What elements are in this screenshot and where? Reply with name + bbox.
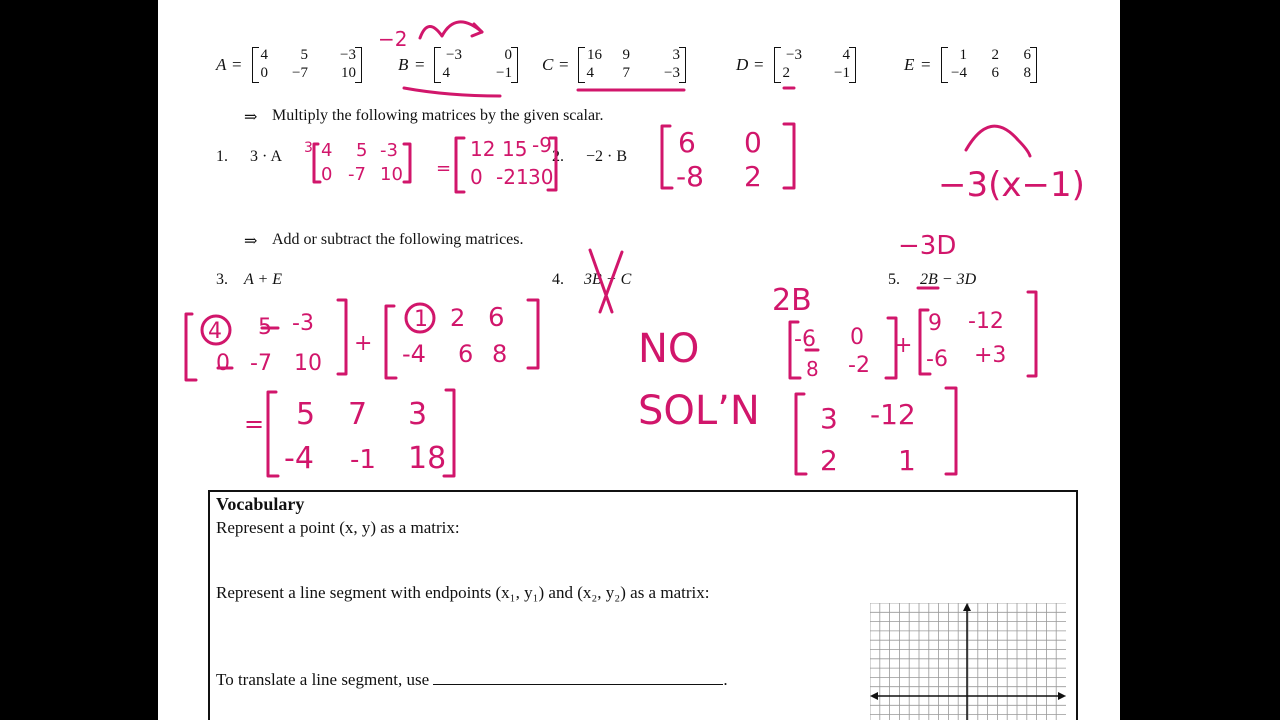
hw-cell: 8: [806, 357, 819, 381]
hw-cell: 1: [414, 307, 428, 332]
matrix-cell: −4: [951, 65, 967, 81]
x-axis-left-arrow-icon: [870, 692, 878, 700]
bracket: [186, 314, 196, 380]
hw-cell: 5: [258, 315, 272, 340]
hw-cell: 2: [744, 160, 762, 193]
matrix-cell: 6: [991, 65, 999, 81]
matrix-B-name: B: [398, 55, 409, 74]
hw-neg3D-label: −3D: [898, 231, 957, 261]
hw-p3-equals: =: [244, 410, 265, 438]
hw-cell: 3: [820, 402, 838, 435]
bracket: [444, 390, 454, 476]
matrix-cell: 16: [587, 47, 602, 63]
hw-p4-answer-line2: SOL’N: [638, 388, 760, 434]
vocabulary-box: [208, 490, 1078, 720]
hw-cell: 0: [470, 165, 483, 189]
hw-cell: -6: [926, 347, 948, 372]
circled-entry: [406, 304, 434, 332]
bracket: [268, 392, 278, 476]
matrix-A: [252, 47, 362, 83]
matrix-E: [941, 47, 1037, 83]
hw-cell: -6: [794, 327, 816, 352]
bracket: [528, 300, 538, 368]
distribute-arrow: [420, 22, 482, 38]
vocabulary-title: Vocabulary: [216, 494, 305, 514]
hw-cell: -2: [848, 353, 870, 378]
matrix-cell: 0: [260, 65, 268, 81]
implies-arrow: ⇒: [244, 109, 258, 126]
hw-cell: 12: [470, 137, 496, 161]
hw-cell: 2: [450, 304, 466, 332]
hw-cell: -7: [250, 351, 272, 376]
vocab-point-prompt: Represent a point (x, y) as a matrix:: [216, 518, 460, 537]
hw-cell: 6: [678, 126, 696, 159]
underline-marks: [218, 328, 278, 368]
hw-cell: 6: [458, 340, 474, 368]
y-axis-arrow-icon: [963, 603, 971, 611]
hw-cell: 4: [321, 140, 333, 161]
hw-cell: -3: [380, 140, 398, 161]
bracket: [1028, 292, 1036, 376]
matrix-cell: 3: [672, 47, 680, 63]
circled-entry: [202, 316, 230, 344]
bracket: [886, 318, 896, 378]
hw-cell: 5: [356, 140, 368, 161]
matrix-B: [434, 47, 518, 83]
bracket: [784, 124, 794, 188]
matrix-cell: 1: [959, 47, 967, 63]
problem-3-number: 3.: [216, 271, 228, 288]
vocab-segment-prompt: Represent a line segment with endpoints (x₁, y₁) and (x₂, y₂) as a matrix:: [216, 583, 710, 602]
distribute-arc: [966, 126, 1030, 156]
problem-5-expression: 2B − 3D: [920, 271, 977, 288]
bracket: [404, 144, 410, 182]
hw-cell: 8: [492, 340, 508, 368]
hw-cell: 3: [408, 397, 428, 432]
implies-arrow: ⇒: [244, 233, 258, 250]
problem-4-expression: 3B − C: [584, 271, 632, 288]
fill-in-blank[interactable]: [433, 670, 723, 685]
bracket: [386, 306, 396, 378]
problem-4-number: 4.: [552, 271, 564, 288]
hw-2B-label: 2B: [772, 283, 812, 318]
hw-cell: -12: [870, 398, 916, 431]
bracket: [662, 126, 672, 188]
hw-cell: -9: [532, 133, 552, 157]
matrix-cell: −3: [340, 47, 356, 63]
hw-cell: 9: [928, 311, 942, 336]
hw-aside-expression: −3(x−1): [938, 165, 1085, 205]
matrix-cell: −3: [446, 47, 462, 63]
bracket: [796, 394, 806, 474]
hw-p4-answer-line1: NO: [638, 326, 700, 372]
matrix-cell: −3: [786, 47, 802, 63]
underline-B: [404, 88, 500, 96]
hw-cell: -7: [348, 164, 366, 185]
hw-p1-equals: =: [436, 158, 452, 179]
matrix-cell: 5: [300, 47, 308, 63]
hw-cell: +3: [974, 343, 1007, 368]
matrix-cell: −1: [834, 65, 850, 81]
x-axis-right-arrow-icon: [1058, 692, 1066, 700]
matrix-D: [774, 47, 856, 83]
hw-cell: 0: [850, 325, 864, 350]
hw-cell: -8: [676, 160, 704, 193]
problem-2-expression: −2 · B: [586, 148, 628, 165]
bracket: [338, 300, 346, 374]
problem-1-expression: 3 · A: [250, 148, 282, 165]
hw-cell: -4: [402, 340, 426, 368]
hw-cell: -12: [968, 309, 1004, 334]
equals-sign: =: [232, 55, 242, 74]
matrix-cell: −1: [496, 65, 512, 81]
hw-cell: 0: [321, 164, 333, 185]
hw-cell: 10: [380, 164, 403, 185]
matrix-C: [578, 47, 686, 83]
equals-sign: =: [559, 55, 569, 74]
hw-cell: -4: [284, 441, 314, 476]
matrix-cell: 0: [504, 47, 512, 63]
matrix-cell: 8: [1023, 65, 1031, 81]
hw-cell: 0: [216, 351, 230, 376]
equals-sign: =: [754, 55, 764, 74]
matrix-cell: −7: [292, 65, 308, 81]
matrix-cell: −3: [664, 65, 680, 81]
matrix-cell: 4: [842, 47, 850, 63]
vocab-translate-prompt: [216, 670, 728, 690]
hw-cell: 4: [208, 319, 222, 344]
bracket: [946, 388, 956, 474]
bracket: [790, 322, 800, 378]
matrix-C-name: C: [542, 55, 554, 74]
hw-cell: 0: [744, 126, 762, 159]
matrix-cell: 10: [341, 65, 356, 81]
hw-p1-scalar: 3: [304, 140, 313, 156]
coordinate-grid: [870, 603, 1066, 720]
vocab-translate-end: .: [723, 670, 728, 689]
bracket: [314, 144, 320, 182]
matrix-cell: 4: [586, 65, 594, 81]
matrix-cell: 4: [442, 65, 450, 81]
equals-sign: =: [921, 55, 931, 74]
bracket: [920, 310, 930, 374]
matrix-cell: 2: [991, 47, 999, 63]
hw-p3-plus: +: [354, 331, 373, 356]
hw-cell: 5: [296, 397, 316, 432]
section1-instruction: Multiply the following matrices by the given scalar.: [272, 107, 604, 124]
matrix-E-name: E: [904, 55, 915, 74]
hw-cell: -21: [496, 165, 529, 189]
hw-cell: 15: [502, 137, 528, 161]
matrix-cell: 9: [622, 47, 630, 63]
matrix-A-name: A: [216, 55, 227, 74]
hw-b-signs: −2: [378, 27, 408, 51]
arrow-head-icon: [472, 24, 482, 36]
matrix-cell: 2: [782, 65, 790, 81]
vocab-translate-text: To translate a line segment, use: [216, 670, 430, 689]
matrix-cell: 6: [1023, 47, 1031, 63]
equals-sign: =: [415, 55, 425, 74]
worksheet-page: [158, 0, 1120, 720]
hw-p5-plus: +: [894, 333, 913, 358]
section2-instruction: Add or subtract the following matrices.: [272, 231, 524, 248]
problem-3-expression: A + E: [244, 271, 283, 288]
hw-cell: 10: [294, 351, 322, 376]
hw-cell: 1: [898, 444, 916, 477]
bracket: [456, 138, 464, 192]
matrix-cell: 7: [622, 65, 630, 81]
problem-1-number: 1.: [216, 148, 228, 165]
problem-5-number: 5.: [888, 271, 900, 288]
hw-cell: -3: [292, 311, 314, 336]
matrix-cell: 4: [260, 47, 268, 63]
hw-cell: 2: [820, 444, 838, 477]
hw-cell: -1: [350, 445, 376, 475]
hw-cell: 6: [488, 303, 505, 333]
problem-2-number: 2.: [552, 148, 564, 165]
hw-cell: 7: [348, 397, 368, 432]
matrix-D-name: D: [736, 55, 749, 74]
hw-cell: 18: [408, 441, 447, 476]
hw-cell: 30: [528, 165, 554, 189]
